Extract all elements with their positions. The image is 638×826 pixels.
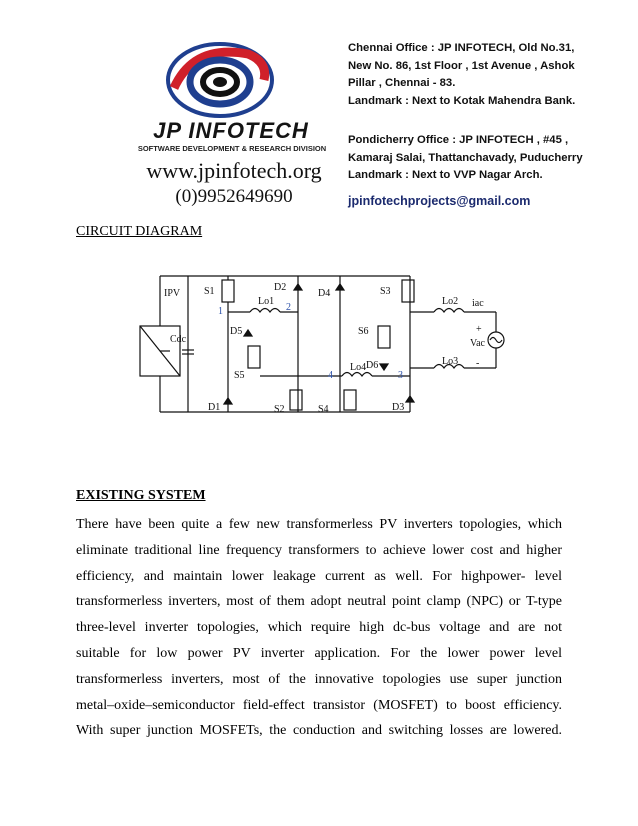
phone-text: (0)9952649690 [175,186,293,207]
label-lo4: Lo4 [350,362,367,373]
brand-name: JP INFOTECH [153,118,309,143]
label-s6: S6 [358,326,369,337]
label-ipv: IPV [164,288,181,299]
paragraph-line: There have been quite a few new transformerless PV inverters topologies, which [76,517,562,532]
address-line: Pillar , Chennai - 83. [348,77,456,89]
paragraph-line: transformerless inverters, most of them adopt neutral point clamp (NPC) or T-type [76,594,562,610]
label-vac: Vac [470,338,485,349]
existing-system-heading: EXISTING SYSTEM [76,488,206,503]
label-d3: D3 [392,402,405,413]
paragraph-line: three-level inverter topologies, which require high dc-bus voltage and are not [76,620,562,636]
label-d5: D5 [230,326,243,337]
label-plus: + [476,324,482,335]
paragraph-line: With super junction MOSFETs, the conduction and switching losses are lowered. [76,723,562,739]
address-line: Landmark : Next to Kotak Mahendra Bank. [348,94,576,107]
email-link[interactable]: jpinfotechprojects@gmail.com [348,194,531,208]
paragraph-line: suitable for low power PV inverter application. For the lower power level [76,645,562,661]
concentric-ring-logo-icon [164,40,274,120]
address-line: Kamaraj Salai, Thattanchavady, Puducherry [348,151,583,164]
pondicherry-office-address [348,132,602,185]
label-cdc: Cdc [170,334,187,345]
website-text: www.jpinfotech.org [146,158,322,183]
address-line: Chennai Office : JP INFOTECH, Old No.31, [348,42,575,54]
label-d6: D6 [366,360,379,371]
chennai-office-address [348,40,602,110]
label-s3: S3 [380,286,391,297]
label-d2: D2 [274,282,287,293]
paragraph-line: transformerless inverters, most of the innovative topologies use super junction [76,671,562,687]
label-s4: S4 [318,404,329,415]
letterhead-banner [112,34,602,220]
address-line: Landmark : Next to VVP Nagar Arch. [348,169,543,181]
label-iac: iac [472,298,484,309]
ac-source-icon [488,332,504,348]
label-d4: D4 [318,288,331,299]
brand-subtitle: SOFTWARE DEVELOPMENT & RESEARCH DIVISION [137,144,327,153]
node-label-1: 1 [218,306,223,317]
paragraph-line: metal–oxide–semiconductor field-effect transistor (MOSFET) to boost efficiency. [76,697,562,713]
label-s1: S1 [204,286,215,297]
label-lo3: Lo3 [442,356,459,367]
circuit-diagram-heading: CIRCUIT DIAGRAM [76,224,203,239]
node-label-3: 3 [398,370,403,381]
node-label-4: 4 [328,370,333,381]
label-lo1: Lo1 [258,296,275,307]
label-minus: - [476,358,480,369]
node-label-2: 2 [286,302,291,313]
existing-system-paragraph [76,512,562,744]
address-line: New No. 86, 1st Floor , 1st Avenue , Ashok [348,59,575,72]
circuit-diagram [130,266,510,426]
paragraph-line: eliminate traditional line frequency transformers to achieve lower cost and higher [76,542,562,558]
label-d1: D1 [208,402,221,413]
paragraph-line: efficiency, and maintain lower leakage current as well. For highpower- level [76,568,562,584]
address-line: Pondicherry Office : JP INFOTECH , #45 , [348,134,569,146]
label-s2: S2 [274,404,285,415]
label-s5: S5 [234,370,245,381]
label-lo2: Lo2 [442,296,459,307]
